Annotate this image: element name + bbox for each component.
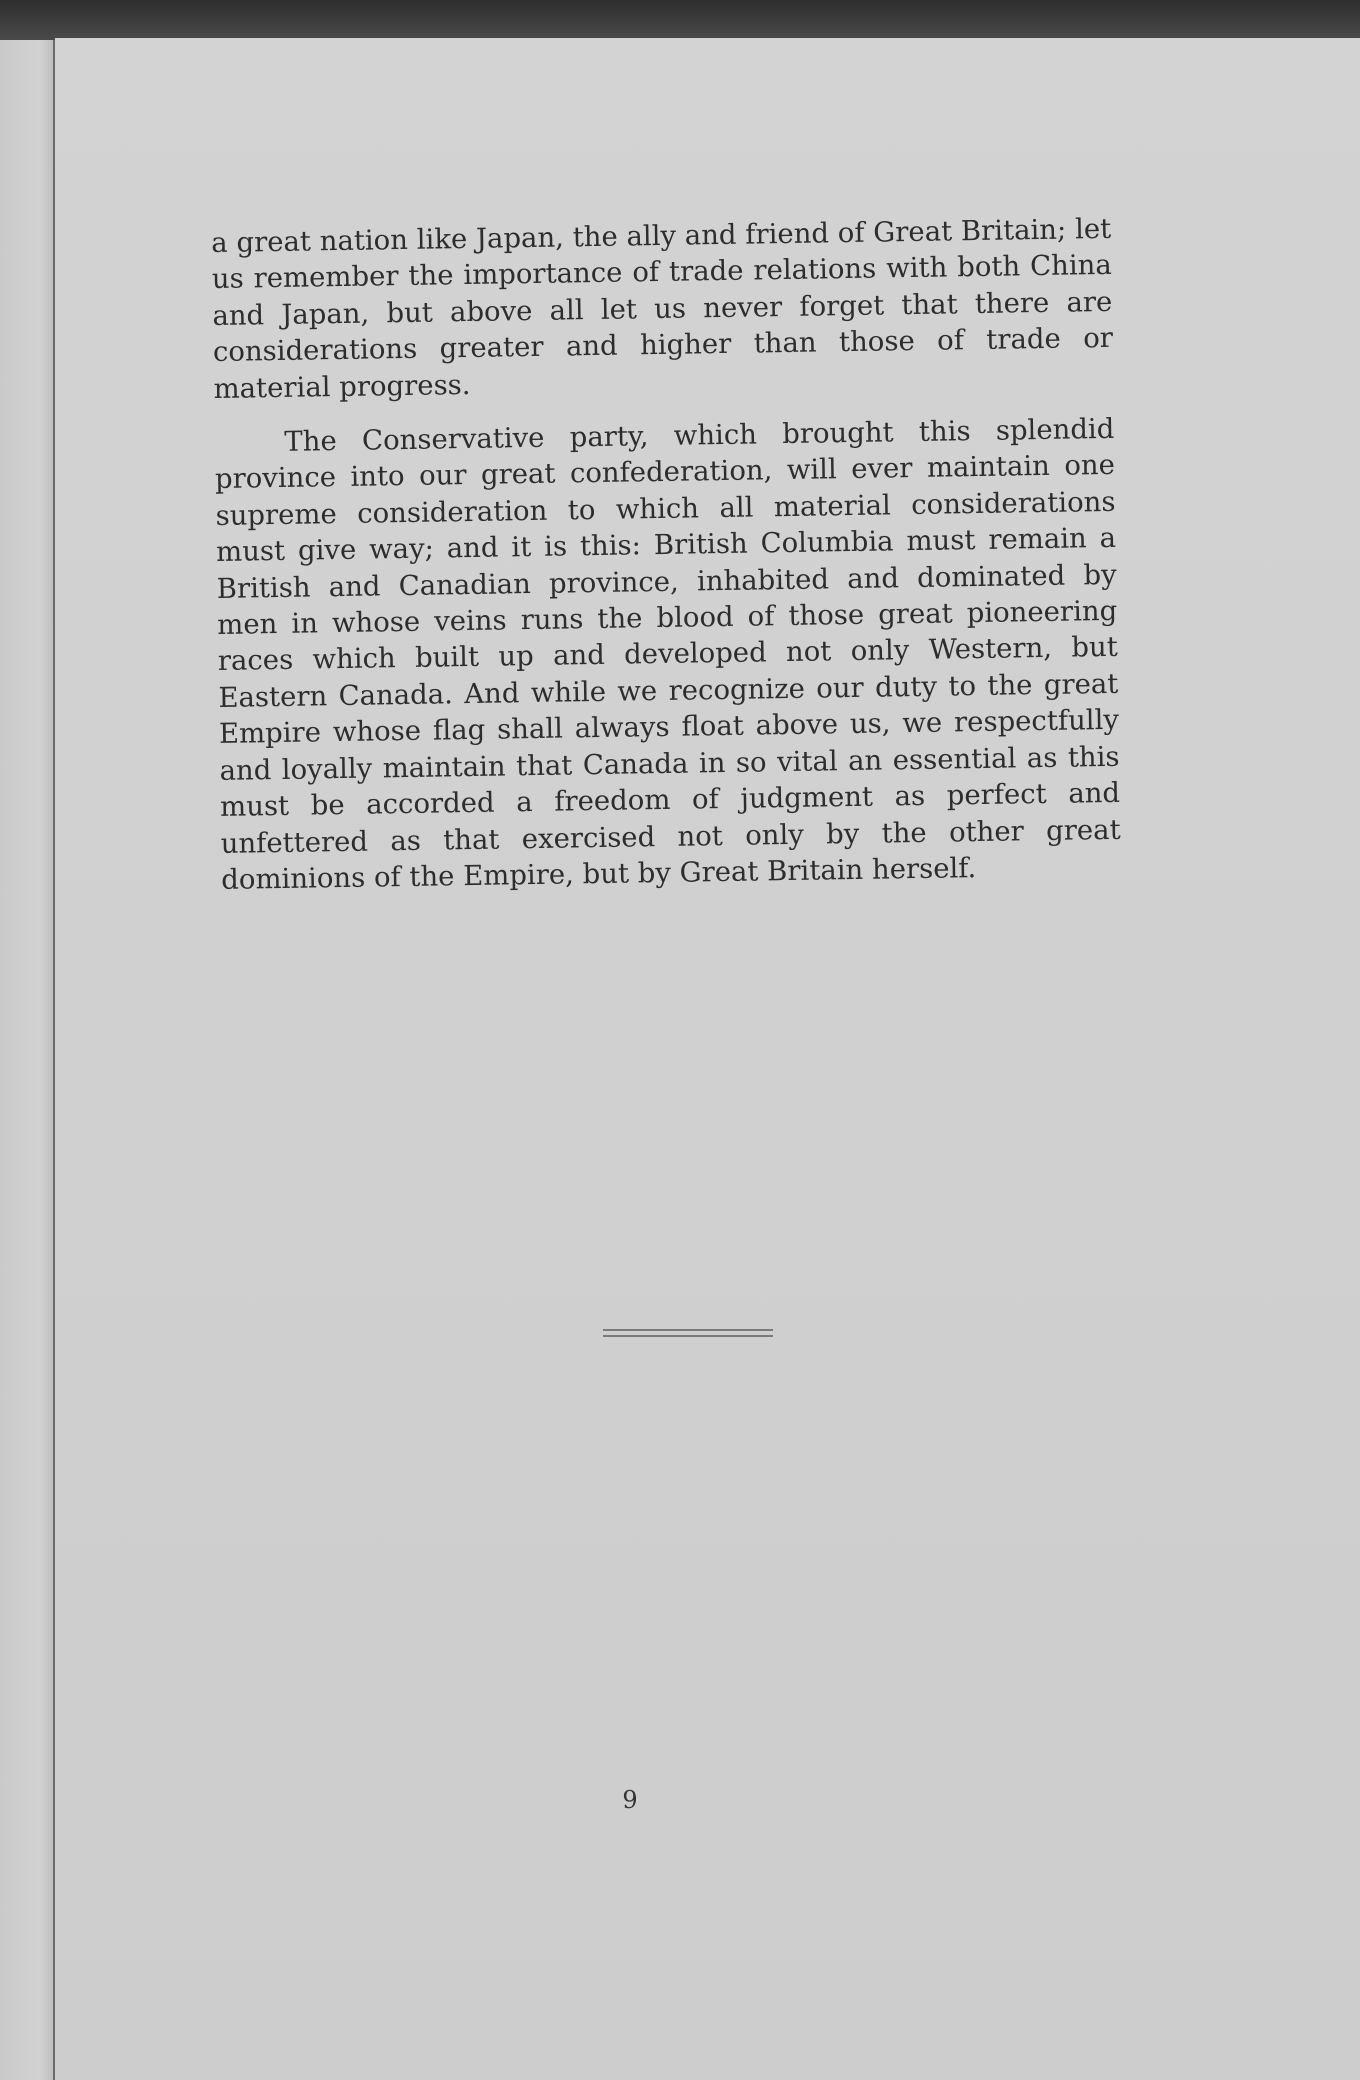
body-text: [211, 211, 1122, 916]
binding-margin: [0, 40, 55, 2080]
page-number: 9: [622, 1786, 638, 1814]
paragraph-2: The Conservative party, which brought this splendid province into our great confederation, will ever maintain one supreme consideration to which all material considerations must give way; and it is this: British Columbia must remain a British and Canadian province, inhabited and dominated by men in whose veins runs the blood of those great pioneering races which built up and developed not only Western, but Eastern Canada. And while we recognize our duty to the great Empire whose flag shall always float above us, we respectfully and loyally maintain that Canada in so vital an essential as this must be accorded a freedom of judgment as perfect and unfettered as that exercised not only by the other great dominions of the Empire, but by Great Britain herself.: [214, 412, 1121, 896]
paragraph-1: a great nation like Japan, the ally and friend of Great Britain; let us remember the importance of trade relations with both China and Japan, but above all let us never forget that there are considerations greater and higher than those of trade or material progress.: [211, 212, 1114, 405]
section-divider: [603, 1329, 773, 1337]
